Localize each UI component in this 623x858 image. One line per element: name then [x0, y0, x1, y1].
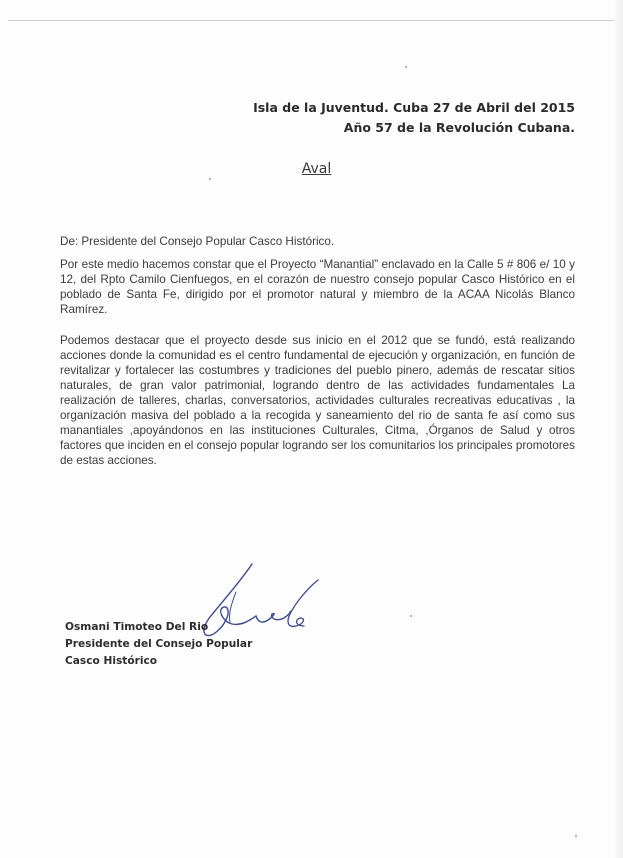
signature-block — [65, 619, 252, 670]
signatory-position: Presidente del Consejo Popular — [65, 638, 253, 650]
place-date-line: Isla de la Juventud. Cuba 27 de Abril del 2015 — [253, 100, 575, 115]
scan-speck — [410, 615, 412, 617]
scan-speck — [405, 66, 407, 68]
scan-top-edge-line — [8, 20, 614, 21]
document-title-text: Aval — [301, 161, 332, 177]
paragraph-project-description: Por este medio hacemos constar que el Proyecto “Manantial” enclavado en la Calle 5 # 806 e/ 10 y 12, del Rpto Camilo Cienfuegos, en el corazón de nuestro consejo popular Casco Histórico en el poblado de Santa Fe, dirigido por el promotor natural y miembro de la ACAA Nicolás Blanco Ramírez. — [60, 258, 575, 316]
signatory-organization: Casco Histórico — [65, 655, 158, 667]
signatory-name: Osmani Timoteo Del Rio — [65, 621, 209, 633]
from-line: De: Presidente del Consejo Popular Casco Histórico. — [60, 235, 335, 248]
revolution-year-line: Año 57 de la Revolución Cubana. — [343, 120, 575, 135]
scan-speck — [209, 178, 211, 180]
document-title — [0, 161, 623, 177]
scan-edge-shadow — [613, 0, 623, 858]
letter-header — [253, 98, 575, 138]
paragraph-project-activities: Podemos destacar que el proyecto desde sus inicio en el 2012 que se fundó, está realizando acciones donde la comunidad es el centro fundamental de ejecución y organización, en función de revitalizar y fortalecer las costumbres y tradiciones del pueblo pinero, además de rescatar sitios naturales, de gran valor patrimonial, logrando dentro de las actividades fundamentales La realización de talleres, charlas, conversatorios, actividades culturales recreativas educativas , la organización masiva del poblado a la recogida y saneamiento del rio de santa fe así como sus manantiales ,apoyándonos en las instituciones Culturales, Citma, ,Órganos de Salud y otros factores que inciden en el consejo popular logrando ser los comunitarios los principales promotores de estas acciones. — [60, 334, 575, 467]
scan-speck — [575, 835, 577, 837]
